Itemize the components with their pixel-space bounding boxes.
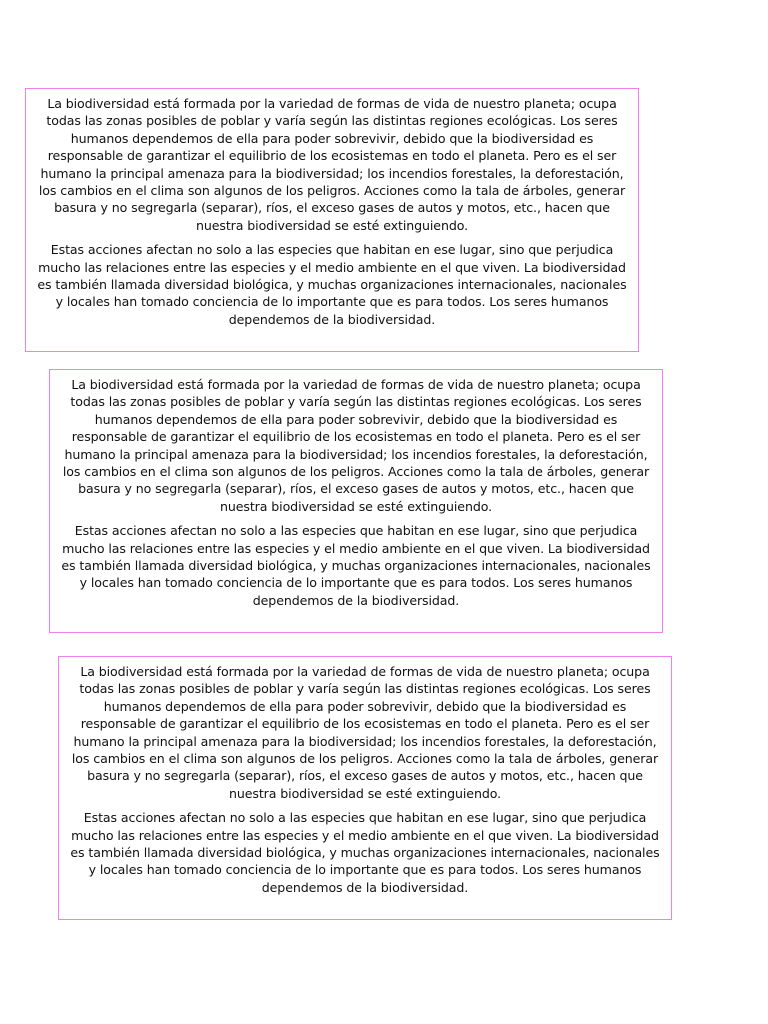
paragraph-biodiversity-intro: La biodiversidad está formada por la variedad de formas de vida de nuestro planeta; ocupa todas las zonas posibles de poblar y varía según las distintas regiones ecológicas. Los seres humanos dependemos de ella para poder sobrevivir, debido que la biodiversidad es responsable de garantizar el equilibrio de los ecosistemas en todo el planeta. Pero es el ser humano la principal amenaza para la biodiversidad; los incendios forestales, la deforestación, los cambios en el clima son algunos de los peligros. Acciones como la tala de árboles, generar basura y no segregarla (separar), ríos, el exceso gases de autos y motos, etc., hacen que nuestra biodiversidad se esté extinguiendo. <box>38 96 626 233</box>
text-box-2 <box>49 369 663 633</box>
paragraph-biodiversity-effects: Estas acciones afectan no solo a las especies que habitan en ese lugar, sino que perjudica mucho las relaciones entre las especies y el medio ambiente en el que viven. La biodiversidad es también llamada diversidad biológica, y muchas organizaciones internacionales, nacionales y locales han tomado conciencia de lo importante que es para todos. Los seres humanos dependemos de la biodiversidad. <box>70 810 660 895</box>
paragraph-biodiversity-intro: La biodiversidad está formada por la variedad de formas de vida de nuestro planeta; ocupa todas las zonas posibles de poblar y varía según las distintas regiones ecológicas. Los seres humanos dependemos de ella para poder sobrevivir, debido que la biodiversidad es responsable de garantizar el equilibrio de los ecosistemas en todo el planeta. Pero es el ser humano la principal amenaza para la biodiversidad; los incendios forestales, la deforestación, los cambios en el clima son algunos de los peligros. Acciones como la tala de árboles, generar basura y no segregarla (separar), ríos, el exceso gases de autos y motos, etc., hacen que nuestra biodiversidad se esté extinguiendo. <box>71 664 659 801</box>
paragraph-biodiversity-effects: Estas acciones afectan no solo a las especies que habitan en ese lugar, sino que perjudica mucho las relaciones entre las especies y el medio ambiente en el que viven. La biodiversidad es también llamada diversidad biológica, y muchas organizaciones internacionales, nacionales y locales han tomado conciencia de lo importante que es para todos. Los seres humanos dependemos de la biodiversidad. <box>37 242 627 327</box>
paragraph-biodiversity-intro: La biodiversidad está formada por la variedad de formas de vida de nuestro planeta; ocupa todas las zonas posibles de poblar y varía según las distintas regiones ecológicas. Los seres humanos dependemos de ella para poder sobrevivir, debido que la biodiversidad es responsable de garantizar el equilibrio de los ecosistemas en todo el planeta. Pero es el ser humano la principal amenaza para la biodiversidad; los incendios forestales, la deforestación, los cambios en el clima son algunos de los peligros. Acciones como la tala de árboles, generar basura y no segregarla (separar), ríos, el exceso gases de autos y motos, etc., hacen que nuestra biodiversidad se esté extinguiendo. <box>62 377 650 514</box>
text-box-3 <box>58 656 672 920</box>
paragraph-biodiversity-effects: Estas acciones afectan no solo a las especies que habitan en ese lugar, sino que perjudica mucho las relaciones entre las especies y el medio ambiente en el que viven. La biodiversidad es también llamada diversidad biológica, y muchas organizaciones internacionales, nacionales y locales han tomado conciencia de lo importante que es para todos. Los seres humanos dependemos de la biodiversidad. <box>61 523 651 608</box>
text-box-1 <box>25 88 639 352</box>
